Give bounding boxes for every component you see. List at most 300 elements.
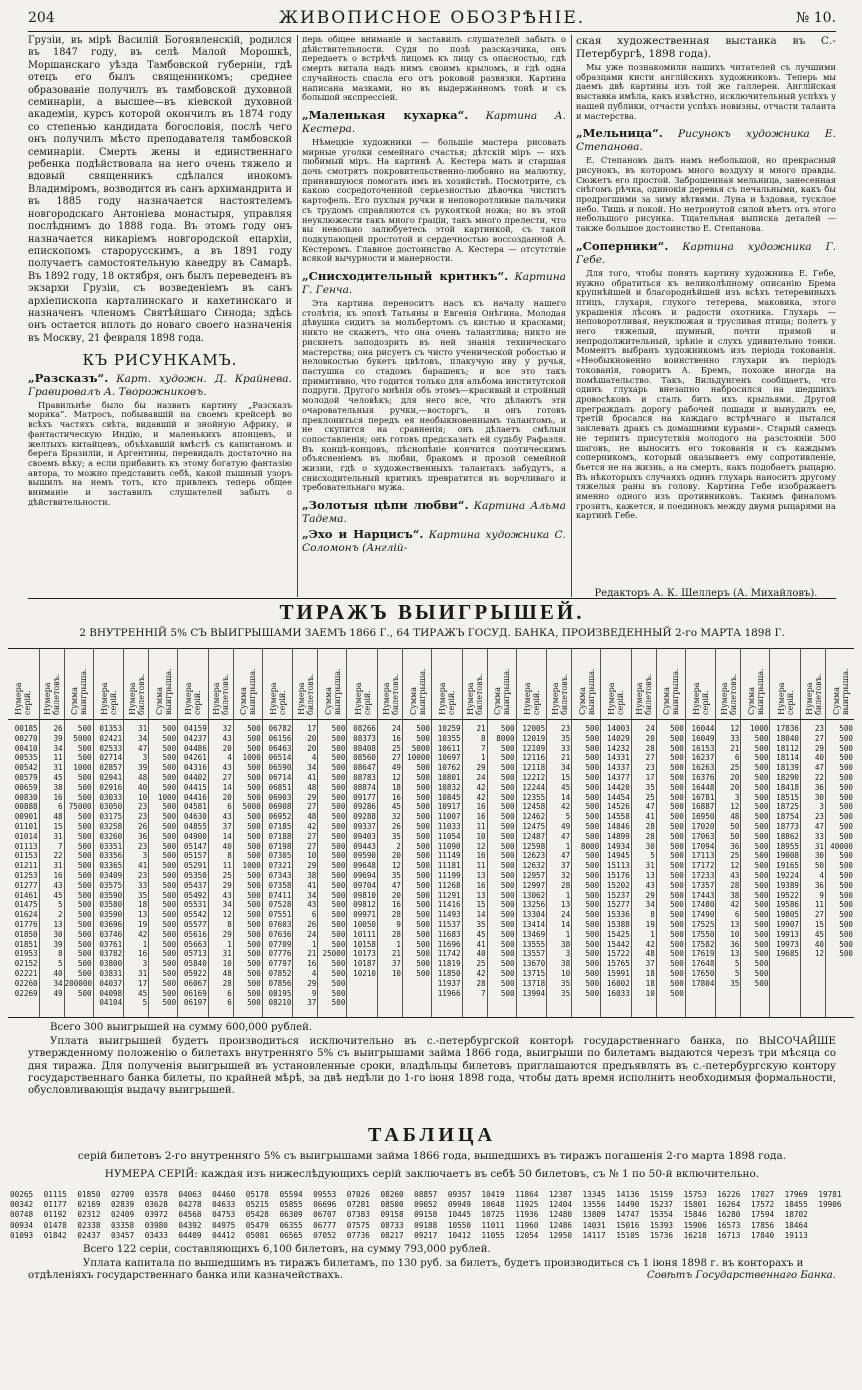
table-cell: 13994 [522, 988, 546, 998]
series-number: 10550 [447, 1220, 471, 1230]
table-cell: 11 [814, 900, 824, 910]
table-cell: 500 [331, 919, 346, 929]
table-cell: 20 [391, 890, 401, 900]
table-cell: 43 [730, 870, 740, 880]
table-cell: 23 [814, 724, 824, 733]
table-cell: 500 [162, 753, 177, 763]
table-cell: 500 [416, 890, 430, 900]
table-cell: 19586 [776, 900, 799, 910]
article-columns [28, 35, 836, 600]
table-header-cell [8, 649, 39, 719]
table-cell: 05840 [183, 959, 207, 969]
table-cell: 500 [77, 831, 92, 841]
sum-column [825, 720, 854, 1017]
table-cell: 500 [670, 841, 684, 851]
series-number: 17856 [750, 1220, 775, 1230]
series-number: 03433 [144, 1230, 168, 1240]
series-number: 09052 [414, 1200, 438, 1210]
table-cell: 500 [162, 890, 177, 900]
table-cell: 23 [138, 870, 148, 880]
series-column [769, 720, 800, 1017]
series-number: 07575 [346, 1220, 370, 1230]
table-cell: 1 [650, 929, 655, 939]
table-header-cell [208, 649, 234, 719]
table-cell: 500 [754, 939, 769, 949]
table-cell: 500 [416, 900, 430, 910]
article-text: Правильнѣе было бы назвать картину „Разсказъ моряка“. Матросъ, побывавшій на своемъ крейсерѣ во всѣхъ частяхъ свѣта, видавшій и знойную Африку, и фантастическую Индію, и маленькихъ японцевъ, и желтыхъ китайцевъ, объѣхавшій вмѣстѣ съ капитаномъ и берега Бразиліи, и Аргентины, перевидалъ достаточно на своемъ вѣку; а если прибавить къ этому богатую фантазію автора, то можно представить себѣ, какой пышный узоръ вышилъ на немъ тотъ, кто привлекъ теперь общее вниманіе и заставилъ слушателей забыть о дѣйствительности. [28, 399, 292, 507]
table-cell: 500 [247, 851, 261, 861]
table-cell: 500 [500, 929, 515, 939]
table-cell: 08783 [353, 772, 376, 782]
series-number: 06565 [279, 1230, 303, 1240]
table-cell: 03761 [99, 939, 123, 949]
table-cell: 16033 [606, 988, 630, 998]
table-cell: 500 [754, 919, 769, 929]
table-cell: 500 [77, 900, 92, 910]
table-cell: 00579 [14, 772, 38, 782]
table-cell: 00830 [14, 792, 38, 802]
series-number: 12480 [548, 1210, 573, 1220]
series-number: 03358 [111, 1220, 135, 1230]
table-cell: 500 [162, 988, 177, 998]
series-column [685, 720, 716, 1017]
table-cell: 500 [247, 910, 261, 920]
table-cell: 03696 [99, 919, 123, 929]
table-cell: 18 [645, 968, 655, 978]
table-cell: 09590 [353, 851, 376, 861]
table-cell: 04416 [183, 792, 207, 802]
table-cell: 47 [561, 851, 571, 861]
series-notes [28, 1244, 836, 1285]
table-cell: 5 [58, 900, 63, 910]
table-cell: 500 [670, 733, 684, 743]
series-number: 11011 [481, 1220, 505, 1230]
table-cell: 15991 [606, 968, 630, 978]
series-column [380, 1190, 403, 1241]
winnings-table [8, 648, 854, 1018]
table-cell: 02916 [99, 782, 123, 792]
table-cell: 01461 [14, 890, 38, 900]
table-cell: 500 [331, 763, 346, 773]
table-cell: 16 [476, 851, 486, 861]
table-cell: 5 [734, 968, 740, 978]
series-number: 05594 [279, 1190, 303, 1199]
table-cell: 16 [53, 792, 63, 802]
series-column [717, 1190, 740, 1241]
table-cell: 500 [754, 949, 769, 959]
series-number [818, 1221, 841, 1231]
series-column [93, 720, 124, 1017]
series-column [684, 1190, 707, 1241]
series-column [313, 1190, 336, 1241]
article-meta: Рисунокъ художника Е. Степанова. [576, 128, 836, 154]
table-cell: 500 [585, 851, 600, 861]
table-cell: 22 [53, 851, 63, 861]
table-cell: 35 [561, 988, 571, 998]
sum-column [402, 720, 431, 1017]
series-number: 09158 [380, 1210, 404, 1220]
table-cell: 13 [476, 870, 486, 880]
table-cell: 23 [138, 841, 148, 851]
table-cell: 500 [754, 959, 769, 969]
table-cell: 1 [565, 890, 571, 900]
table-cell: 500 [416, 851, 430, 861]
table-cell: 45 [476, 929, 486, 939]
series-column [431, 720, 462, 1017]
table-cell: 11537 [437, 919, 461, 929]
table-cell: 500 [247, 724, 261, 733]
series-number: 18464 [784, 1220, 808, 1230]
series-number: 08857 [414, 1190, 438, 1199]
table-cell: 19224 [776, 870, 799, 880]
series-number: 06707 [313, 1210, 337, 1220]
table-cell: 500 [247, 782, 261, 792]
series-column [10, 1190, 33, 1241]
table-cell: 19685 [776, 949, 799, 959]
table-cell: 24 [476, 772, 486, 782]
table-cell: 14331 [606, 753, 630, 763]
table-cell: 48 [222, 968, 232, 978]
table-cell: 10158 [353, 939, 376, 949]
table-cell: 16448 [691, 782, 715, 792]
table-cell: 17172 [691, 861, 715, 871]
table-cell: 37 [222, 821, 232, 831]
table-cell: 03351 [99, 841, 123, 851]
table-cell: 500 [754, 802, 769, 812]
table-cell: 06851 [268, 782, 292, 792]
table-cell: 500 [585, 792, 600, 802]
table-cell: 09288 [353, 812, 376, 822]
table-cell: 04581 [183, 802, 207, 812]
table-cell: 11850 [437, 968, 461, 978]
table-cell: 500 [331, 959, 346, 969]
series-number: 06309 [279, 1210, 303, 1220]
table-cell: 45 [53, 772, 63, 782]
table-cell: 9 [311, 988, 317, 998]
table-cell: 16237 [691, 753, 715, 763]
table-cell: 05350 [183, 870, 207, 880]
table-cell: 12 [730, 802, 740, 812]
article-meta: Картина Альма Тадема. [302, 500, 566, 526]
table-cell: 40000 [830, 841, 853, 851]
table-cell: 34 [53, 978, 63, 988]
table-cell: 18773 [776, 821, 799, 831]
table-cell: 08408 [353, 743, 376, 753]
series-number: 04568 [178, 1210, 202, 1220]
table-cell: 500 [670, 743, 684, 753]
series-number: 02312 [77, 1210, 101, 1220]
table-cell: 500 [331, 724, 346, 733]
table-cell: 500 [247, 929, 261, 939]
table-cell: 500 [839, 821, 853, 831]
table-cell: 75000 [68, 802, 92, 812]
table-cell: 7 [58, 841, 63, 851]
series-number: 09217 [414, 1230, 438, 1240]
table-cell: 500 [754, 870, 769, 880]
table-cell: 07528 [268, 900, 292, 910]
table-cell: 500 [500, 968, 515, 978]
series-number: 15016 [616, 1220, 640, 1230]
series-number: 08260 [380, 1190, 404, 1199]
table-cell: 32 [222, 724, 232, 733]
table-cell: 500 [585, 733, 600, 743]
series-number: 19781 [818, 1190, 842, 1199]
draw-notes [28, 1022, 836, 1099]
series-number: 05215 [245, 1200, 269, 1210]
table-cell: 6 [734, 910, 740, 920]
table-cell: 17648 [691, 959, 715, 969]
table-cell: 20 [391, 851, 401, 861]
table-cell: 07411 [268, 890, 292, 900]
table-cell: 11181 [437, 861, 461, 871]
column-3 [576, 35, 836, 600]
series-number: 01850 [77, 1190, 101, 1199]
table-cell: 03590 [99, 890, 123, 900]
table-cell: 16887 [691, 802, 715, 812]
table-cell: 500 [670, 851, 684, 861]
table-cell: 500 [839, 733, 853, 743]
series-number: 16713 [717, 1230, 741, 1240]
table-cell: 20 [222, 743, 232, 753]
series-number: 10412 [447, 1230, 471, 1240]
header-label: Нумера билетовъ. [804, 673, 823, 715]
table-cell: 13469 [522, 929, 546, 939]
table-cell: 34 [645, 900, 655, 910]
series-number: 00748 [10, 1210, 34, 1220]
table-cell: 05663 [183, 939, 207, 949]
table-cell: 45 [561, 782, 571, 792]
table-cell: 500 [162, 861, 177, 871]
table-cell: 500 [77, 988, 92, 998]
table-cell: 17804 [691, 978, 715, 988]
table-header-cell [402, 649, 432, 719]
table-cell: 15 [476, 900, 486, 910]
table-cell: 10111 [353, 929, 376, 939]
table-body [8, 720, 854, 1017]
table-cell: 21 [730, 743, 740, 753]
table-cell: 10697 [437, 753, 461, 763]
table-cell: 47 [645, 802, 655, 812]
table-cell: 47 [391, 880, 401, 890]
table-cell: 42 [645, 939, 655, 949]
header-label: Нумера серій. [184, 682, 203, 715]
table-cell: 500 [416, 841, 430, 851]
table-cell: 14377 [606, 772, 630, 782]
table-cell: 1 [565, 841, 571, 851]
header-label: Нумера серій. [522, 682, 541, 715]
table-cell: 16781 [691, 792, 715, 802]
table-cell: 06514 [268, 753, 292, 763]
table-cell: 07636 [268, 929, 292, 939]
series-number: 13556 [582, 1200, 606, 1210]
series-number: 00265 [10, 1190, 34, 1199]
table-cell: 500 [77, 821, 92, 831]
table-cell: 38 [307, 870, 317, 880]
table-header-cell [487, 649, 517, 719]
table-cell: 500 [585, 988, 600, 998]
table-cell: 42 [138, 929, 148, 939]
table-cell: 9 [396, 919, 401, 929]
table-cell: 06197 [183, 998, 207, 1008]
table-cell: 500 [77, 772, 92, 782]
table-cell: 21 [391, 949, 401, 959]
series-number: 02437 [77, 1230, 101, 1240]
table-cell: 500 [162, 743, 177, 753]
article-heading: ская художественная выставка въ С.-Петербургѣ, 1898 года). [576, 35, 836, 60]
table-cell: 500 [331, 772, 346, 782]
table-cell: 12 [391, 772, 401, 782]
table-cell: 48 [645, 949, 655, 959]
table-cell: 43 [222, 733, 232, 743]
draw-total: Всего 300 выигрышей на сумму 600,000 рублей. [50, 1022, 313, 1033]
table-cell: 28 [222, 978, 232, 988]
table-cell: 12118 [522, 763, 546, 773]
table-cell: 500 [500, 939, 515, 949]
table-cell: 07188 [268, 831, 292, 841]
table-cell: 500 [839, 910, 853, 920]
table-cell: 40 [814, 939, 824, 949]
table-cell: 05437 [183, 880, 207, 890]
header-label: Сумма выигрыша. [154, 668, 173, 715]
series-number: 07383 [346, 1210, 370, 1220]
table-cell: 14558 [606, 812, 630, 822]
table-cell: 500 [500, 919, 515, 929]
series-number: 10648 [481, 1200, 505, 1210]
table-cell: 05713 [183, 949, 207, 959]
series-number: 13809 [582, 1210, 606, 1220]
table-cell: 14 [222, 831, 232, 841]
series-number: 03628 [144, 1200, 168, 1210]
table-cell: 04415 [183, 782, 207, 792]
table-cell: 02269 [14, 988, 38, 998]
table-cell: 500 [670, 910, 684, 920]
table-cell: 10000 [407, 753, 430, 763]
table-cell: 19973 [776, 939, 799, 949]
series-column [414, 1190, 437, 1241]
table-cell: 500 [331, 782, 346, 792]
table-cell: 03831 [99, 968, 123, 978]
table-cell: 07305 [268, 851, 292, 861]
series-column [111, 1190, 134, 1241]
series-column [818, 1190, 841, 1241]
table-cell: 07776 [268, 949, 292, 959]
series-column [77, 1190, 100, 1241]
table-cell: 500 [754, 772, 769, 782]
table-cell: 6 [311, 910, 317, 920]
series-number: 06777 [313, 1220, 337, 1230]
table-cell: 500 [754, 763, 769, 773]
series-number: 14490 [616, 1200, 640, 1210]
table-cell: 500 [331, 939, 346, 949]
table-cell: 500 [585, 910, 600, 920]
table-cell: 02421 [99, 733, 123, 743]
table-cell: 500 [839, 772, 853, 782]
table-cell: 15722 [606, 949, 630, 959]
table-cell: 35 [561, 733, 571, 743]
table-cell: 25 [645, 792, 655, 802]
table-cell: 28 [391, 929, 401, 939]
table-cell: 14526 [606, 802, 630, 812]
table-cell: 04402 [183, 772, 207, 782]
table-cell: 35 [730, 978, 740, 988]
table-cell: 34 [561, 763, 571, 773]
table-cell: 06903 [268, 792, 292, 802]
table-cell: 1 [227, 939, 232, 949]
table-cell: 01211 [14, 861, 38, 871]
table-cell: 31 [645, 861, 655, 871]
table-cell: 500 [247, 763, 261, 773]
editor-line: Редакторъ А. К. Шеллеръ (А. Михайловъ). [594, 588, 818, 600]
table-cell: 18 [138, 900, 148, 910]
table-cell: 36 [138, 831, 148, 841]
table-cell: 11054 [437, 831, 461, 841]
series-number: 11960 [515, 1220, 539, 1230]
table-cell: 500 [162, 978, 177, 988]
table-cell: 24 [645, 724, 655, 733]
table-cell: 12997 [522, 880, 546, 890]
table-cell: 05542 [183, 910, 207, 920]
table-cell: 29 [476, 763, 486, 773]
header-label: Нумера билетовъ. [296, 673, 315, 715]
table-cell: 19 [645, 919, 655, 929]
table-cell: 33 [561, 743, 571, 753]
table-cell: 500 [585, 870, 600, 880]
series-number: 12950 [548, 1230, 573, 1240]
sum-column [317, 720, 346, 1017]
table-cell: 500 [162, 802, 177, 812]
table-cell: 500 [162, 841, 177, 851]
article-heading [576, 240, 836, 267]
table-cell: 00542 [14, 763, 38, 773]
table-cell: 07797 [268, 959, 292, 969]
table-cell: 8 [227, 919, 232, 929]
table-cell: 25 [476, 959, 486, 969]
header-label: Нумера серій. [269, 682, 288, 715]
table-cell: 10173 [353, 949, 376, 959]
table-cell: 500 [162, 880, 177, 890]
table-cell: 500 [839, 919, 853, 929]
series-number: 01177 [43, 1200, 67, 1210]
table-cell: 500 [416, 959, 430, 969]
article-heading [302, 109, 566, 136]
table-cell: 45 [814, 929, 824, 939]
series-number: 15159 [649, 1190, 674, 1199]
table-cell: 48 [307, 812, 317, 822]
table-cell: 12487 [522, 831, 546, 841]
table-cell: 20 [307, 743, 317, 753]
table-cell: 14420 [606, 782, 630, 792]
series-number: 08733 [380, 1220, 404, 1230]
series-column [583, 1190, 606, 1241]
table-cell: 500 [162, 812, 177, 822]
series-column [262, 720, 293, 1017]
series-number: 04753 [212, 1210, 236, 1220]
table-cell: 11033 [437, 821, 461, 831]
table-cell: 03590 [99, 910, 123, 920]
table-cell: 33 [138, 880, 148, 890]
table-header-cell [800, 649, 826, 719]
table-header-row [8, 649, 854, 720]
table-cell: 48 [730, 812, 740, 822]
table-cell: 500 [247, 772, 261, 782]
table-cell: 01277 [14, 880, 38, 890]
series-number: 16226 [717, 1190, 741, 1199]
table-cell: 17063 [691, 831, 715, 841]
series-number: 01478 [43, 1220, 67, 1230]
table-cell: 27 [307, 831, 317, 841]
table-cell: 23 [138, 802, 148, 812]
table-cell: 19522 [776, 890, 799, 900]
